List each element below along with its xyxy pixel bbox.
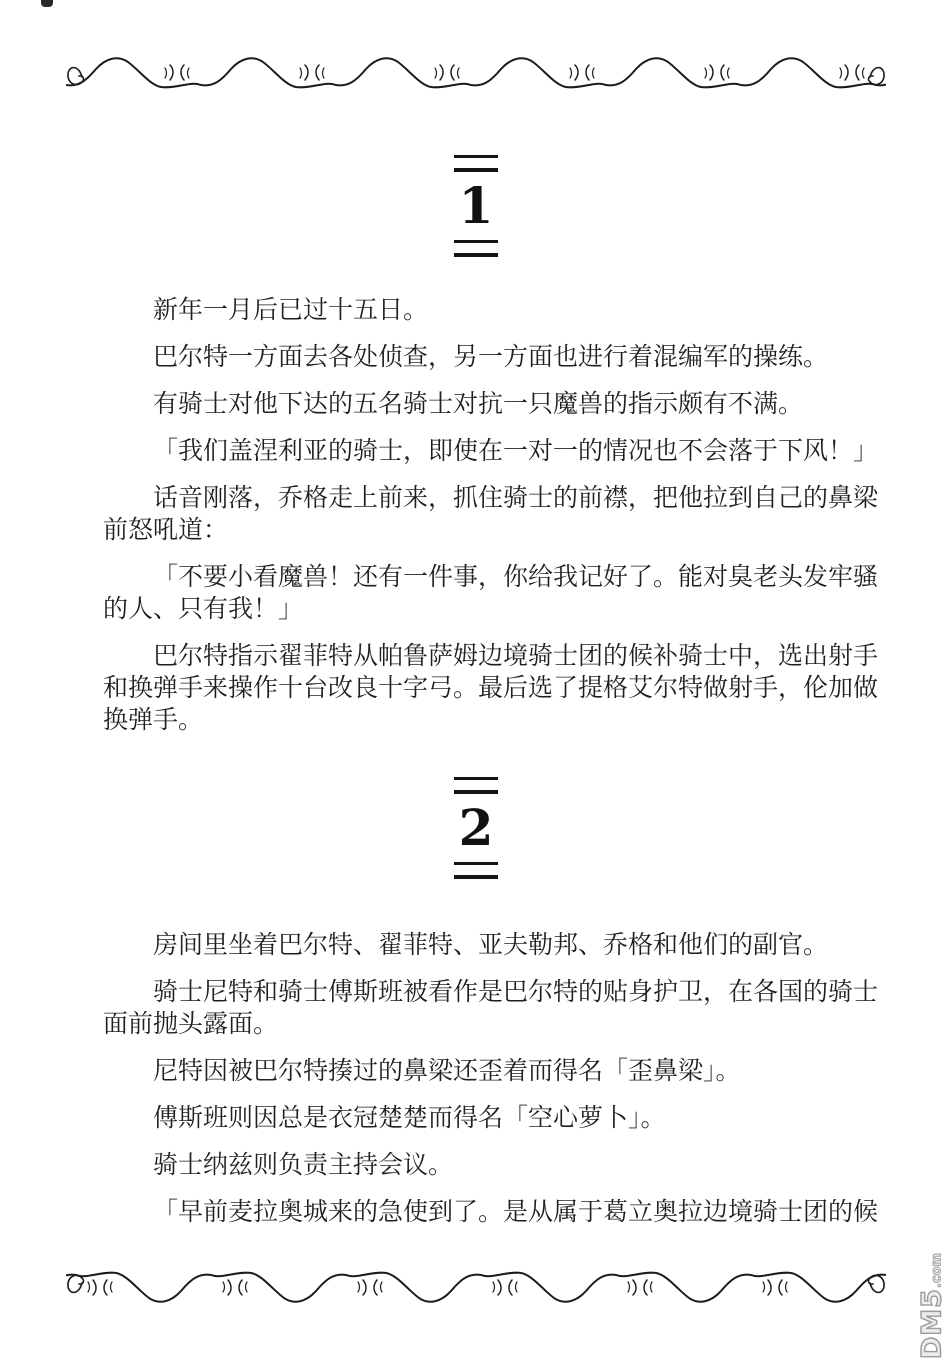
paragraph: 「我们盖涅利亚的骑士，即使在一对一的情况也不会落于下风！」	[153, 438, 879, 465]
paragraph: 话音刚落，乔格走上前来，抓住骑士的前襟，把他拉到自己的鼻梁前怒吼道：	[103, 485, 879, 544]
paragraph: 巴尔特一方面去各处侦查，另一方面也进行着混编军的操练。	[153, 344, 829, 371]
watermark-suffix: .com	[929, 1252, 945, 1289]
ornamental-wave-border-top	[66, 55, 886, 95]
paragraph: 傅斯班则因总是衣冠楚楚而得名「空心萝卜」。	[153, 1105, 666, 1132]
paragraph: 房间里坐着巴尔特、翟菲特、亚夫勒邦、乔格和他们的副官。	[153, 932, 829, 959]
section-heading-1	[0, 155, 952, 257]
section-number: 1	[458, 176, 494, 235]
double-rule-bottom	[454, 240, 498, 257]
double-rule-top	[454, 777, 498, 794]
flourish-border-icon	[66, 1265, 886, 1305]
site-watermark	[914, 1254, 950, 1358]
paragraph: 新年一月后已过十五日。	[153, 297, 429, 324]
flourish-border-icon	[66, 55, 886, 95]
paragraph: 尼特因被巴尔特揍过的鼻梁还歪着而得名「歪鼻梁」。	[153, 1058, 741, 1085]
paragraph: 「早前麦拉奥城来的急使到了。是从属于葛立奥拉边境骑士团的候	[153, 1199, 879, 1226]
watermark-main: DM5	[916, 1288, 948, 1360]
section-number: 2	[458, 798, 494, 857]
section-1-text	[103, 295, 883, 737]
double-rule-bottom	[454, 862, 498, 879]
section-2-text	[103, 930, 883, 1229]
paragraph: 「不要小看魔兽！还有一件事，你给我记好了。能对臭老头发牢骚的人、只有我！」	[103, 564, 879, 623]
scan-artifact	[41, 0, 53, 7]
paragraph: 巴尔特指示翟菲特从帕鲁萨姆边境骑士团的候补骑士中，选出射手和换弹手来操作十台改良十字弓。最后选了提格艾尔特做射手，伦加做换弹手。	[103, 643, 879, 734]
double-rule-top	[454, 155, 498, 172]
ornamental-wave-border-bottom	[66, 1265, 886, 1305]
paragraph: 骑士尼特和骑士傅斯班被看作是巴尔特的贴身护卫，在各国的骑士面前抛头露面。	[103, 979, 879, 1038]
section-heading-2	[0, 777, 952, 879]
watermark-text	[917, 1253, 948, 1359]
paragraph: 有骑士对他下达的五名骑士对抗一只魔兽的指示颇有不满。	[153, 391, 804, 418]
paragraph: 骑士纳兹则负责主持会议。	[153, 1152, 454, 1179]
